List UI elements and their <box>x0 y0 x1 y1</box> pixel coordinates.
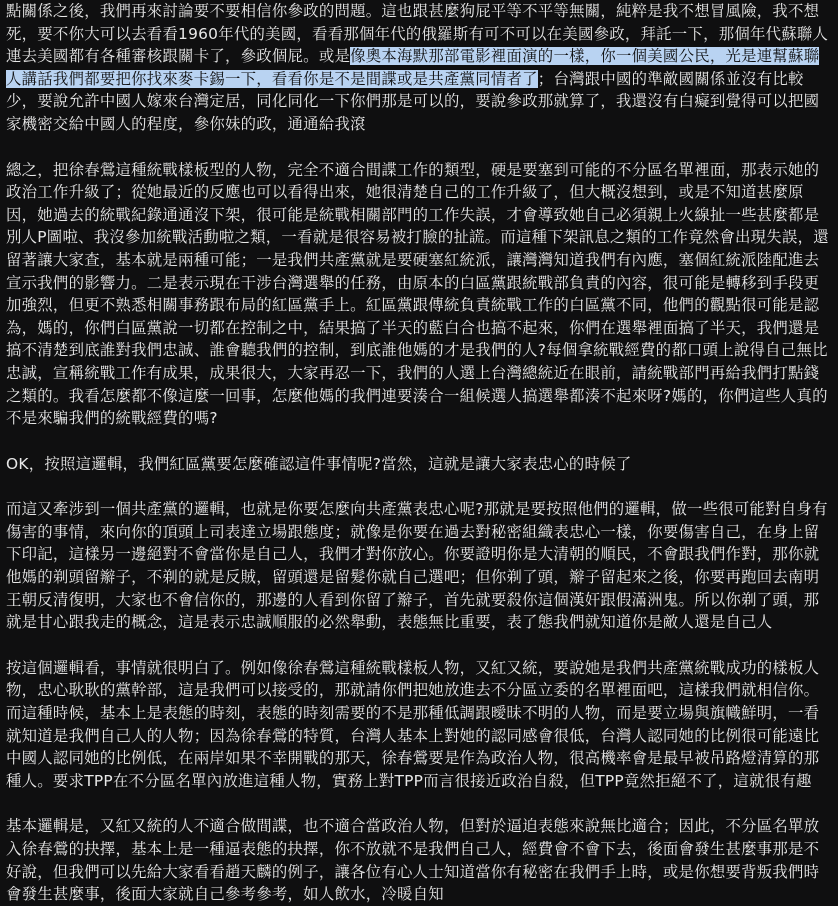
highlighted-selection[interactable]: 像奧本海默那部電影裡面演的一樣，你一個美國公民，光是連幫蘇聯人講話我們都要把你找來麥卡錫一下，看看你是不是間諜或是共產黨同情者了 <box>6 47 820 88</box>
paragraph-1 <box>6 0 832 136</box>
paragraph-2: 總之，把徐春鶯這種統戰樣板型的人物，完全不適合間諜工作的類型，硬是要塞到可能的不分區名單裡面，那表示她的政治工作升級了；從她最近的反應也可以看得出來，她很清楚自己的工作升級了，但大概沒想到，或是不知道甚麼原因，她過去的統戰紀錄通通沒下架，很可能是統戰相關部門的工作失誤，才會導致她自己必須親上火線扯一些甚麼都是別人P圖啦、我沒參加統戰活動啦之類，一看就是很容易被打臉的扯謊。而這種下架訊息之類的工作竟然會出現失誤，還留著讓大家查，基本就是兩種可能；一是我們共產黨就是要硬塞紅統派，讓灣灣知道我們有內應，塞個紅統派陸配進去宣示我們的影響力。二是表示現在干涉台灣選舉的任務，由原本的白區黨跟統戰部負責的內容，很可能是轉移到手段更加強烈，但更不熟悉相關事務跟布局的紅區黨手上。紅區黨跟傳統負責統戰工作的白區黨不同，他們的觀點很可能是認為，媽的，你們白區黨說一切都在控制之中，結果搞了半天的藍白合也搞不起來，你們在選舉裡面搞了半天，我們還是搞不清楚到底誰對我們忠誠、誰會聽我們的控制，到底誰他媽的才是我們的人?每個拿統戰經費的都口頭上說得自己無比忠誠，宣稱統戰工作有成果，成果很大，大家再忍一下，我們的人選上台灣總統近在眼前，請統戰部門再給我們打點錢之類的。我看怎麼都不像這麼一回事，怎麼他媽的我們連要湊合一組候選人搞選舉都湊不起來呀?媽的，你們這些人真的不是來騙我們的統戰經費的嗎? <box>6 160 829 428</box>
paragraph-1-lead: 點關係之後，我們再來討論要不要相信你參政的問題。這也跟甚麼狗屁平等不平等無關，純粹是我不想冒風險，我不想死，要不你大可以去看看1960年代的美國，看看那個年代的俄羅斯有可不可以在美國參政，拜託一下，那個年代蘇聯人連去美國都有各種審核跟關卡了，參政個屁。或是 <box>6 2 829 66</box>
paragraph-3: OK，按照這邏輯，我們紅區黨要怎麼確認這件事情呢?當然，這就是讓大家表忠心的時候了 <box>6 454 632 473</box>
paragraph-1-tail: ；台灣跟中國的準敵國關係並沒有比較少，要說允許中國人嫁來台灣定居，同化同化一下你們那是可以的，要說參政那就算了，我還沒有白癡到覺得可以把國家機密交給中國人的程度，參你妹的政，通通給我滾 <box>6 69 820 133</box>
paragraph-6: 基本邏輯是，又紅又統的人不適合做間諜，也不適合當政治人物，但對於逼迫表態來說無比適合；因此，不分區名單放入徐春鶯的抉擇，基本上是一種逼表態的抉擇，你不放就不是我們自己人，經費會不會下去，後面會發生甚麼事那是不好說，但我們可以先給大家看看趙天麟的例子，讓各位有心人士知道當你有秘密在我們手上時，或是你想要背叛我們時會發生甚麼事，後面大家就自己參考參考，如人飲水，冷暖自知 <box>6 817 820 904</box>
paragraph-4: 而這又牽涉到一個共產黨的邏輯，也就是你要怎麼向共產黨表忠心呢?那就是要按照他們的邏輯，做一些很可能對自身有傷害的事情，來向你的頂頭上司表達立場跟態度；就像是你要在過去對秘密組織表忠心一樣，你要傷害自己，在身上留下印記，這樣另一邊絕對不會當你是自己人，我們才對你放心。你要證明你是大清朝的順民，不會跟我們作對，那你就他媽的剃頭留辮子，不剃的就是反賊，留頭還是留髮你就自己選吧；但你剃了頭，辮子留起來之後，你要再跑回去南明王朝反清復明，大家也不會信你的，那邊的人看到你留了辮子，首先就要殺你這個漢奸跟假滿洲鬼。所以你剃了頭，那就是甘心跟我走的概念，這是表示忠誠順服的必然舉動，表態無比重要，表了態我們就知道你是敵人還是自己人 <box>6 500 828 632</box>
paragraph-5: 按這個邏輯看，事情就很明白了。例如像徐春鶯這種統戰樣板人物，又紅又統，要說她是我們共產黨統戰成功的樣板人物，忠心耿耿的黨幹部，這是我們可以接受的，那就請你們把她放進去不分區立委的名單裡面吧，這樣我們就相信你。而這種時候，基本上是表態的時刻，表態的時刻需要的不是那種低調跟曖昧不明的人物，而是要立場與旗幟鮮明，一看就知道是我們自己人的人物；因為徐春鶯的特質，台灣人基本上對她的認同感會很低，台灣人認同她的比例很可能遠比中國人認同她的比例低，在兩岸如果不幸開戰的那天，徐春鶯要是作為政治人物，很高機率會是最早被吊路燈清算的那種人。要求TPP在不分區名單內放進這種人物，實務上對TPP而言很接近政治自殺，但TPP竟然拒絕不了，這就很有趣 <box>6 658 820 790</box>
